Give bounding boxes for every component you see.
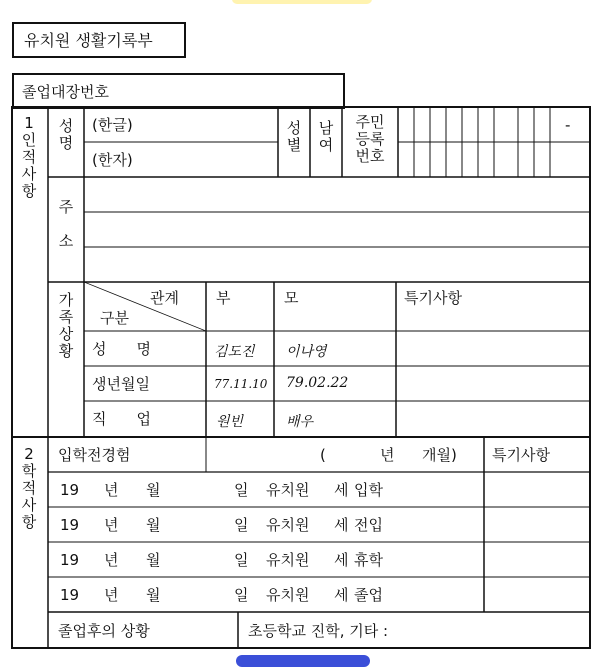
row1-kindergarten: 유치원	[266, 481, 310, 499]
row1-event: 입학	[354, 481, 383, 499]
row1-year: 년	[104, 481, 119, 499]
father-occupation-value[interactable]: 원빈	[216, 414, 244, 430]
section2-label: 2 학 적 사 항	[21, 445, 37, 531]
prior-experience-label: 입학전경험	[58, 446, 131, 464]
row1-day: 일	[234, 481, 249, 499]
gender-options[interactable]: 남 여	[318, 119, 334, 154]
row2-century: 19	[60, 516, 80, 534]
prior-months-label: 개월)	[422, 446, 457, 464]
row4-month: 월	[146, 586, 161, 604]
name-hanja-field[interactable]	[150, 144, 276, 175]
address-field[interactable]	[86, 179, 588, 280]
family-header-relation: 관계	[150, 289, 179, 307]
name-hangul-field[interactable]	[150, 109, 276, 140]
row2-age: 세	[334, 516, 349, 534]
family-header-category: 구분	[100, 309, 129, 327]
address-label: 주 소	[58, 198, 74, 250]
father-birthdate-value[interactable]: 77.11.10	[214, 377, 268, 391]
row4-year: 년	[104, 586, 119, 604]
family-header-father: 부	[216, 289, 231, 307]
row2-year: 년	[104, 516, 119, 534]
row2-month: 월	[146, 516, 161, 534]
after-graduation-value: 초등학교 진학, 기타 :	[248, 622, 389, 640]
family-header-remarks: 특기사항	[404, 289, 462, 307]
row3-year: 년	[104, 551, 119, 569]
name-hanja-label: (한자)	[92, 151, 133, 169]
row1-century: 19	[60, 481, 80, 499]
row2-kindergarten: 유치원	[266, 516, 310, 534]
graduation-number-label: 졸업대장번호	[22, 83, 109, 101]
mother-name-value[interactable]: 이나영	[286, 344, 327, 360]
name-label: 성 명	[58, 117, 74, 152]
family-header-mother: 모	[284, 289, 299, 307]
prior-paren-open: (	[320, 446, 326, 464]
row3-event: 휴학	[354, 551, 383, 569]
name-hangul-label: (한글)	[92, 116, 133, 134]
family-row-occupation-label: 직 업	[92, 410, 151, 428]
row3-century: 19	[60, 551, 80, 569]
family-row-name-label: 성 명	[92, 340, 151, 358]
page-title: 유치원 생활기록부	[24, 31, 153, 50]
row4-event: 졸업	[354, 586, 383, 604]
section1-label: 1 인 적 사 항	[21, 114, 37, 200]
row3-day: 일	[234, 551, 249, 569]
after-graduation-field[interactable]	[440, 614, 588, 646]
section2-remarks-label: 특기사항	[492, 446, 550, 464]
mother-occupation-value[interactable]: 배우	[286, 414, 314, 430]
after-graduation-label: 졸업후의 상황	[58, 622, 150, 640]
row3-kindergarten: 유치원	[266, 551, 310, 569]
row4-day: 일	[234, 586, 249, 604]
gender-label: 성 별	[286, 119, 302, 154]
row4-age: 세	[334, 586, 349, 604]
resident-number-field[interactable]	[400, 109, 588, 175]
family-status-label: 가 족 상 황	[58, 291, 74, 360]
row2-event: 전입	[354, 516, 383, 534]
resident-number-dash: -	[565, 116, 571, 134]
family-row-birthdate-label: 생년월일	[92, 375, 150, 393]
row3-age: 세	[334, 551, 349, 569]
prior-year-label: 년	[380, 446, 395, 464]
row1-age: 세	[334, 481, 349, 499]
mother-birthdate-value[interactable]: 79.02.22	[286, 375, 349, 391]
row4-century: 19	[60, 586, 80, 604]
row3-month: 월	[146, 551, 161, 569]
row2-day: 일	[234, 516, 249, 534]
resident-number-label: 주민 등록 번호	[355, 113, 385, 165]
row4-kindergarten: 유치원	[266, 586, 310, 604]
father-name-value[interactable]: 김도진	[214, 344, 255, 360]
row1-month: 월	[146, 481, 161, 499]
